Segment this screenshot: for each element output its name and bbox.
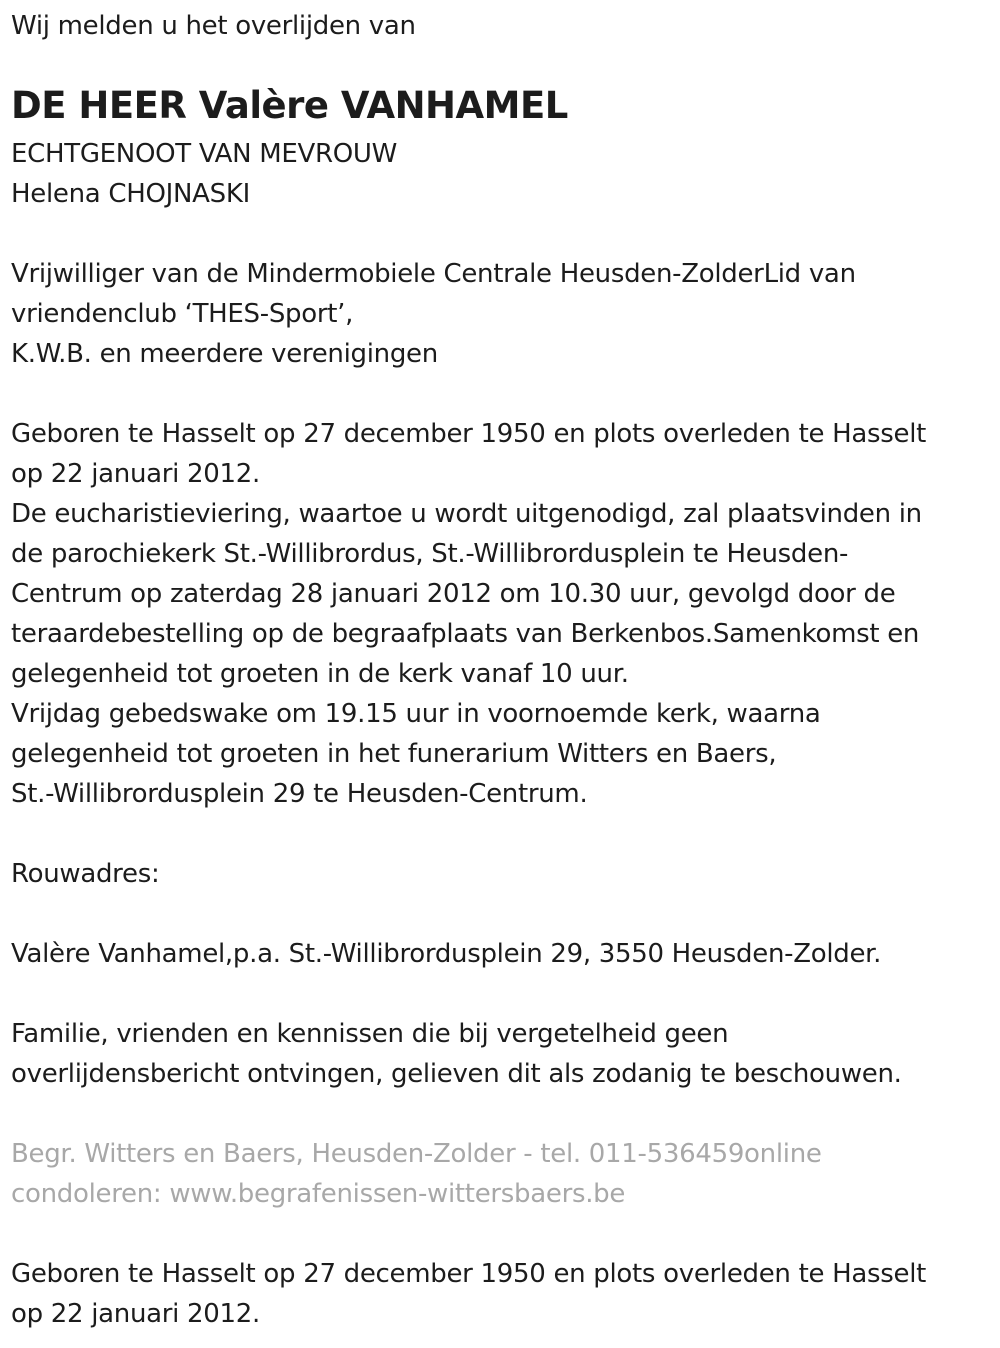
repeat-line: op 22 januari 2012. xyxy=(11,1299,260,1329)
details-line: Geboren te Hasselt op 27 december 1950 en plots overleden te Hasselt xyxy=(11,419,927,449)
memberships-line: vriendenclub ‘THES-Sport’, xyxy=(11,299,354,329)
spouse-line: Helena CHOJNASKI xyxy=(11,179,250,209)
details-line: teraardebestelling op de begraafplaats van Berkenbos.Samenkomst en xyxy=(11,619,920,649)
details-line: De eucharistieviering, waartoe u wordt uitgenodigd, zal plaatsvinden in xyxy=(11,499,922,529)
repeat-block xyxy=(11,1254,926,1334)
funeral-home-line: Begr. Witters en Baers, Heusden-Zolder - tel. 011-536459online xyxy=(11,1139,822,1169)
details-line: gelegenheid tot groeten in het funerarium Witters en Baers, xyxy=(11,739,777,769)
repeat-line: Geboren te Hasselt op 27 december 1950 en plots overleden te Hasselt xyxy=(11,1259,927,1289)
address-block xyxy=(11,934,881,974)
address-label: Rouwadres: xyxy=(11,859,160,889)
memberships-line: Vrijwilliger van de Mindermobiele Centrale Heusden-ZolderLid van xyxy=(11,259,856,289)
spouse-block xyxy=(11,134,397,214)
details-line: St.-Willibrordusplein 29 te Heusden-Centrum. xyxy=(11,779,588,809)
notice-line: overlijdensbericht ontvingen, gelieven dit als zodanig te beschouwen. xyxy=(11,1059,902,1089)
notice-block xyxy=(11,1014,902,1094)
details-line: gelegenheid tot groeten in de kerk vanaf 10 uur. xyxy=(11,659,629,689)
details-line: Centrum op zaterdag 28 januari 2012 om 10.30 uur, gevolgd door de xyxy=(11,579,896,609)
deceased-name: DE HEER Valère VANHAMEL xyxy=(11,84,568,127)
address-label-block xyxy=(11,854,159,894)
notice-line: Familie, vrienden en kennissen die bij vergetelheid geen xyxy=(11,1019,729,1049)
details-line: Vrijdag gebedswake om 19.15 uur in voornoemde kerk, waarna xyxy=(11,699,821,729)
spouse-line: ECHTGENOOT VAN MEVROUW xyxy=(11,139,398,169)
intro-text: Wij melden u het overlijden van xyxy=(11,11,416,41)
address-text: Valère Vanhamel,p.a. St.-Willibrordusplein 29, 3550 Heusden-Zolder. xyxy=(11,939,882,969)
details-line: de parochiekerk St.-Willibrordus, St.-Willibrordusplein te Heusden- xyxy=(11,539,849,569)
details-line: op 22 januari 2012. xyxy=(11,459,260,489)
memberships-block xyxy=(11,254,856,374)
memberships-line: K.W.B. en meerdere verenigingen xyxy=(11,339,438,369)
details-block xyxy=(11,414,926,814)
funeral-home-block xyxy=(11,1134,822,1214)
funeral-home-line: condoleren: www.begrafenissen-wittersbaers.be xyxy=(11,1179,626,1209)
